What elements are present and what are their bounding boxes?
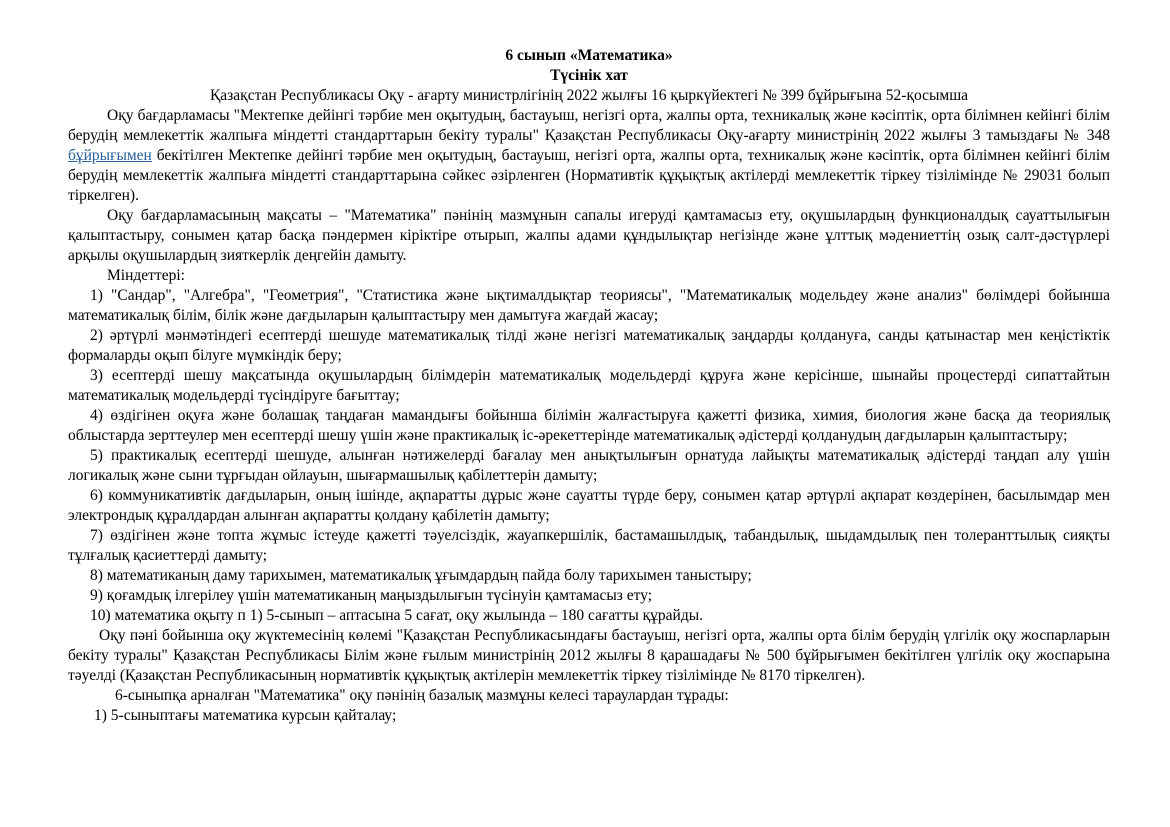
order-hyperlink[interactable]: бұйрығымен xyxy=(68,147,152,164)
document-title: 6 сынып «Математика» xyxy=(505,47,673,64)
paragraph-program-after-link: бекітілген Мектепке дейінгі тәрбие мен оқытудың, бастауыш, негізгі орта, жалпы орта, техникалық және кәсіптік, орта білімнен кейінгі білім берудің мемлекеттік жалпыға міндетті стандарттарына сәйкес әзірленген (Нормативтік құқықтық актілерді мемлекеттік тіркеу тізілімінде № 29031 болып тіркелген). xyxy=(68,147,1110,204)
paragraph-program-basis xyxy=(68,106,1110,206)
task-item-9: 9) қоғамдық ілгерілеу үшін математиканың маңыздылығын түсінуін қамтамасыз ету; xyxy=(90,587,653,604)
task-item-1: 1) "Сандар", "Алгебра", "Геометрия", "Статистика және ықтималдықтар теориясы", "Математикалық модельдеу және анализ" бөлімдері бойынша математикалық білім, білік және дағдыларын қалыптастыру мен дамытуға жағдай жасау; xyxy=(68,287,1110,324)
document-subtitle: Түсінік хат xyxy=(550,67,628,84)
chapter-item-1: 1) 5-сыныптағы математика курсын қайталау; xyxy=(94,707,397,724)
task-item-7: 7) өздігінен және топта жұмыс істеуде қажетті тәуелсіздік, жауапкершілік, бастамашылдық, табандылық, шыдамдылық пен толеранттылық сияқты тұлғалық қасиеттерді дамыту; xyxy=(68,527,1110,564)
task-item-6: 6) коммуникативтік дағдыларын, оның ішінде, ақпаратты дұрыс және сауатты түрде беру, сонымен қатар әртүрлі ақпарат көздерінен, басылымдар мен электрондық құралдардан алынған ақпаратты қолдану қабілетін дамыту; xyxy=(68,487,1110,524)
tasks-heading: Міндеттері: xyxy=(107,267,185,284)
paragraph-program-before-link: Оқу бағдарламасы "Мектепке дейінгі тәрбие мен оқытудың, бастауыш, негізгі орта, жалпы орта, техникалық және кәсіптік, орта білімнен кейінгі білім берудің мемлекеттік жалпыға міндетті стандарттарын бекіту туралы" Қазақстан Республикасы Оқу-ағарту министрінің 2022 жылғы 3 тамыздағы № 348 xyxy=(68,107,1110,144)
paragraph-goal: Оқу бағдарламасының мақсаты – "Математика" пәнінің мазмұнын сапалы игеруді қамтамасыз ету, оқушылардың функционалдық сауаттылығын қалыптастыру, сонымен қатар басқа пәндермен кіріктіре отырып, жалпы адами құндылықтар негізінде және ұлттық мәдениеттің озық салт-дәстүрлері арқылы оқушылардың зияткерлік деңгейін дамыту. xyxy=(68,207,1110,264)
task-item-5: 5) практикалық есептерді шешуде, алынған нәтижелерді бағалау мен анықтылығын орнатуда лайықты математикалық әдістерді таңдап алу үшін логикалық және сыни тұрғыдан ойлауын, шығармашылық қабілеттерін дамыту; xyxy=(68,447,1110,484)
task-item-10: 10) математика оқыту п 1) 5-сынып – аптасына 5 сағат, оқу жылында – 180 сағатты құрайды. xyxy=(90,607,704,624)
annex-reference-line: Қазақстан Республикасы Оқу - ағарту министрлігінің 2022 жылғы 16 қыркүйектегі № 399 бұйрығына 52-қосымша xyxy=(209,87,969,104)
task-item-2: 2) әртүрлі мәнмәтіндегі есептерді шешуде математикалық тілді және негізгі математикалық заңдарды қолдануға, санды қатынастар мен кеңістіктік формаларды оқып білуге мүмкіндік беру; xyxy=(68,327,1110,364)
task-item-4: 4) өздігінен оқуға және болашақ таңдаған мамандығы бойынша білімін жалғастыруға қажетті физика, химия, биология және басқа да теориялық облыстарда зерттеулер мен есептерді шешу үшін және практикалық іс-әрекеттерінде математикалық әдістерді қолданудың дағдыларын қалыптастыру; xyxy=(68,407,1110,444)
paragraph-content-intro: 6-сыныпқа арналған "Математика" оқу пәнінің базалық мазмұны келесі тараулардан тұрады: xyxy=(115,687,729,704)
task-item-8: 8) математиканың даму тарихымен, математикалық ұғымдардың пайда болу тарихымен таныстыру; xyxy=(90,567,752,584)
paragraph-workload: Оқу пәні бойынша оқу жүктемесінің көлемі "Қазақстан Республикасындағы бастауыш, негізгі орта, жалпы орта білім берудің үлгілік оқу жоспарларын бекіту туралы" Қазақстан Республикасы Білім және ғылым министрінің 2012 жылғы 8 қарашадағы № 500 бұйрығымен бекітілген үлгілік оқу жоспарына тәуелді (Қазақстан Республикасының нормативтік құқықтық актілерін мемлекеттік тіркеу тізілімінде № 8170 тіркелген). xyxy=(68,627,1110,684)
task-item-3: 3) есептерді шешу мақсатында оқушылардың білімдерін математикалық модельдерді құруға және керісінше, шынайы процестерді сипаттайтын математикалық модельдерді түсіндіруге бағыттау; xyxy=(68,367,1110,404)
